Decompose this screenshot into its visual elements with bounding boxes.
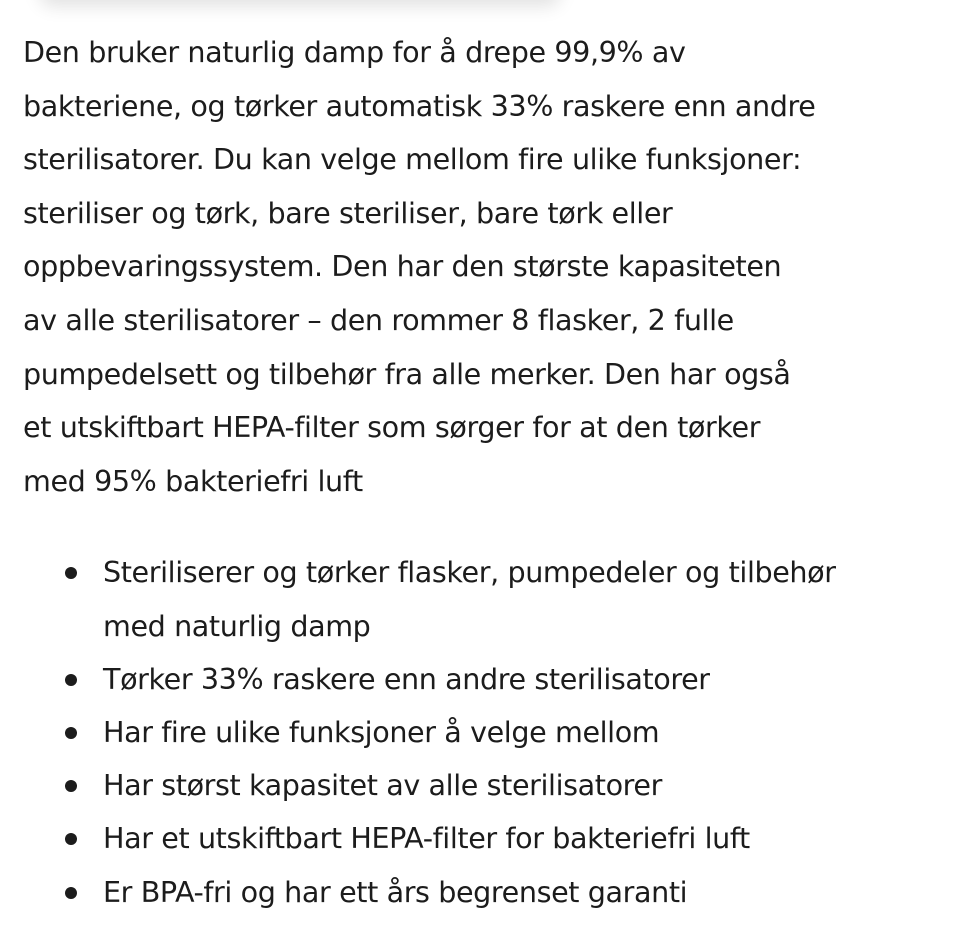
description-line: pumpedelsett og tilbehør fra alle merker. Den har også (23, 356, 791, 391)
feature-text (103, 812, 943, 865)
description-line: av alle sterilisatorer – den rommer 8 flasker, 2 fulle (23, 302, 734, 337)
description-paragraph (23, 26, 943, 508)
feature-list (23, 546, 943, 918)
description-line: sterilisatorer. Du kan velge mellom fire ulike funksjoner: (23, 142, 802, 177)
bullet-dot-icon (65, 674, 77, 686)
feature-list-item (23, 812, 943, 865)
bullet-dot-icon (65, 727, 77, 739)
feature-list-item (23, 706, 943, 759)
feature-list-item (23, 653, 943, 706)
feature-text-line: med naturlig damp (103, 608, 371, 643)
product-description-section (23, 26, 943, 919)
bullet-dot-icon (65, 833, 77, 845)
feature-list-item (23, 546, 943, 652)
feature-text-line: Har fire ulike funksjoner å velge mellom (103, 714, 660, 749)
feature-text-line: Har størst kapasitet av alle sterilisatorer (103, 768, 662, 803)
description-line: Den bruker naturlig damp for å drepe 99,9% av (23, 35, 686, 69)
description-line: med 95% bakteriefri luft (23, 463, 363, 498)
feature-text-line: Har et utskiftbart HEPA-filter for bakteriefri luft (103, 821, 750, 856)
feature-text (103, 653, 943, 706)
feature-text (103, 866, 943, 919)
feature-text-line: Steriliserer og tørker flasker, pumpedeler og tilbehør (103, 555, 836, 590)
feature-text-line: Tørker 33% raskere enn andre sterilisatorer (103, 661, 710, 696)
feature-list-item (23, 759, 943, 812)
bullet-dot-icon (65, 780, 77, 792)
feature-list-item (23, 866, 943, 919)
description-line: et utskiftbart HEPA-filter som sørger for at den tørker (23, 410, 761, 445)
description-line: bakteriene, og tørker automatisk 33% raskere enn andre (23, 88, 816, 123)
feature-text (103, 706, 943, 759)
feature-text (103, 759, 943, 812)
feature-text (103, 546, 943, 652)
bullet-dot-icon (65, 887, 77, 899)
bullet-dot-icon (65, 567, 77, 579)
description-line: oppbevaringssystem. Den har den største kapasiteten (23, 249, 782, 284)
description-line: steriliser og tørk, bare steriliser, bare tørk eller (23, 195, 673, 230)
feature-text-line: Er BPA-fri og har ett års begrenset garanti (103, 874, 688, 909)
